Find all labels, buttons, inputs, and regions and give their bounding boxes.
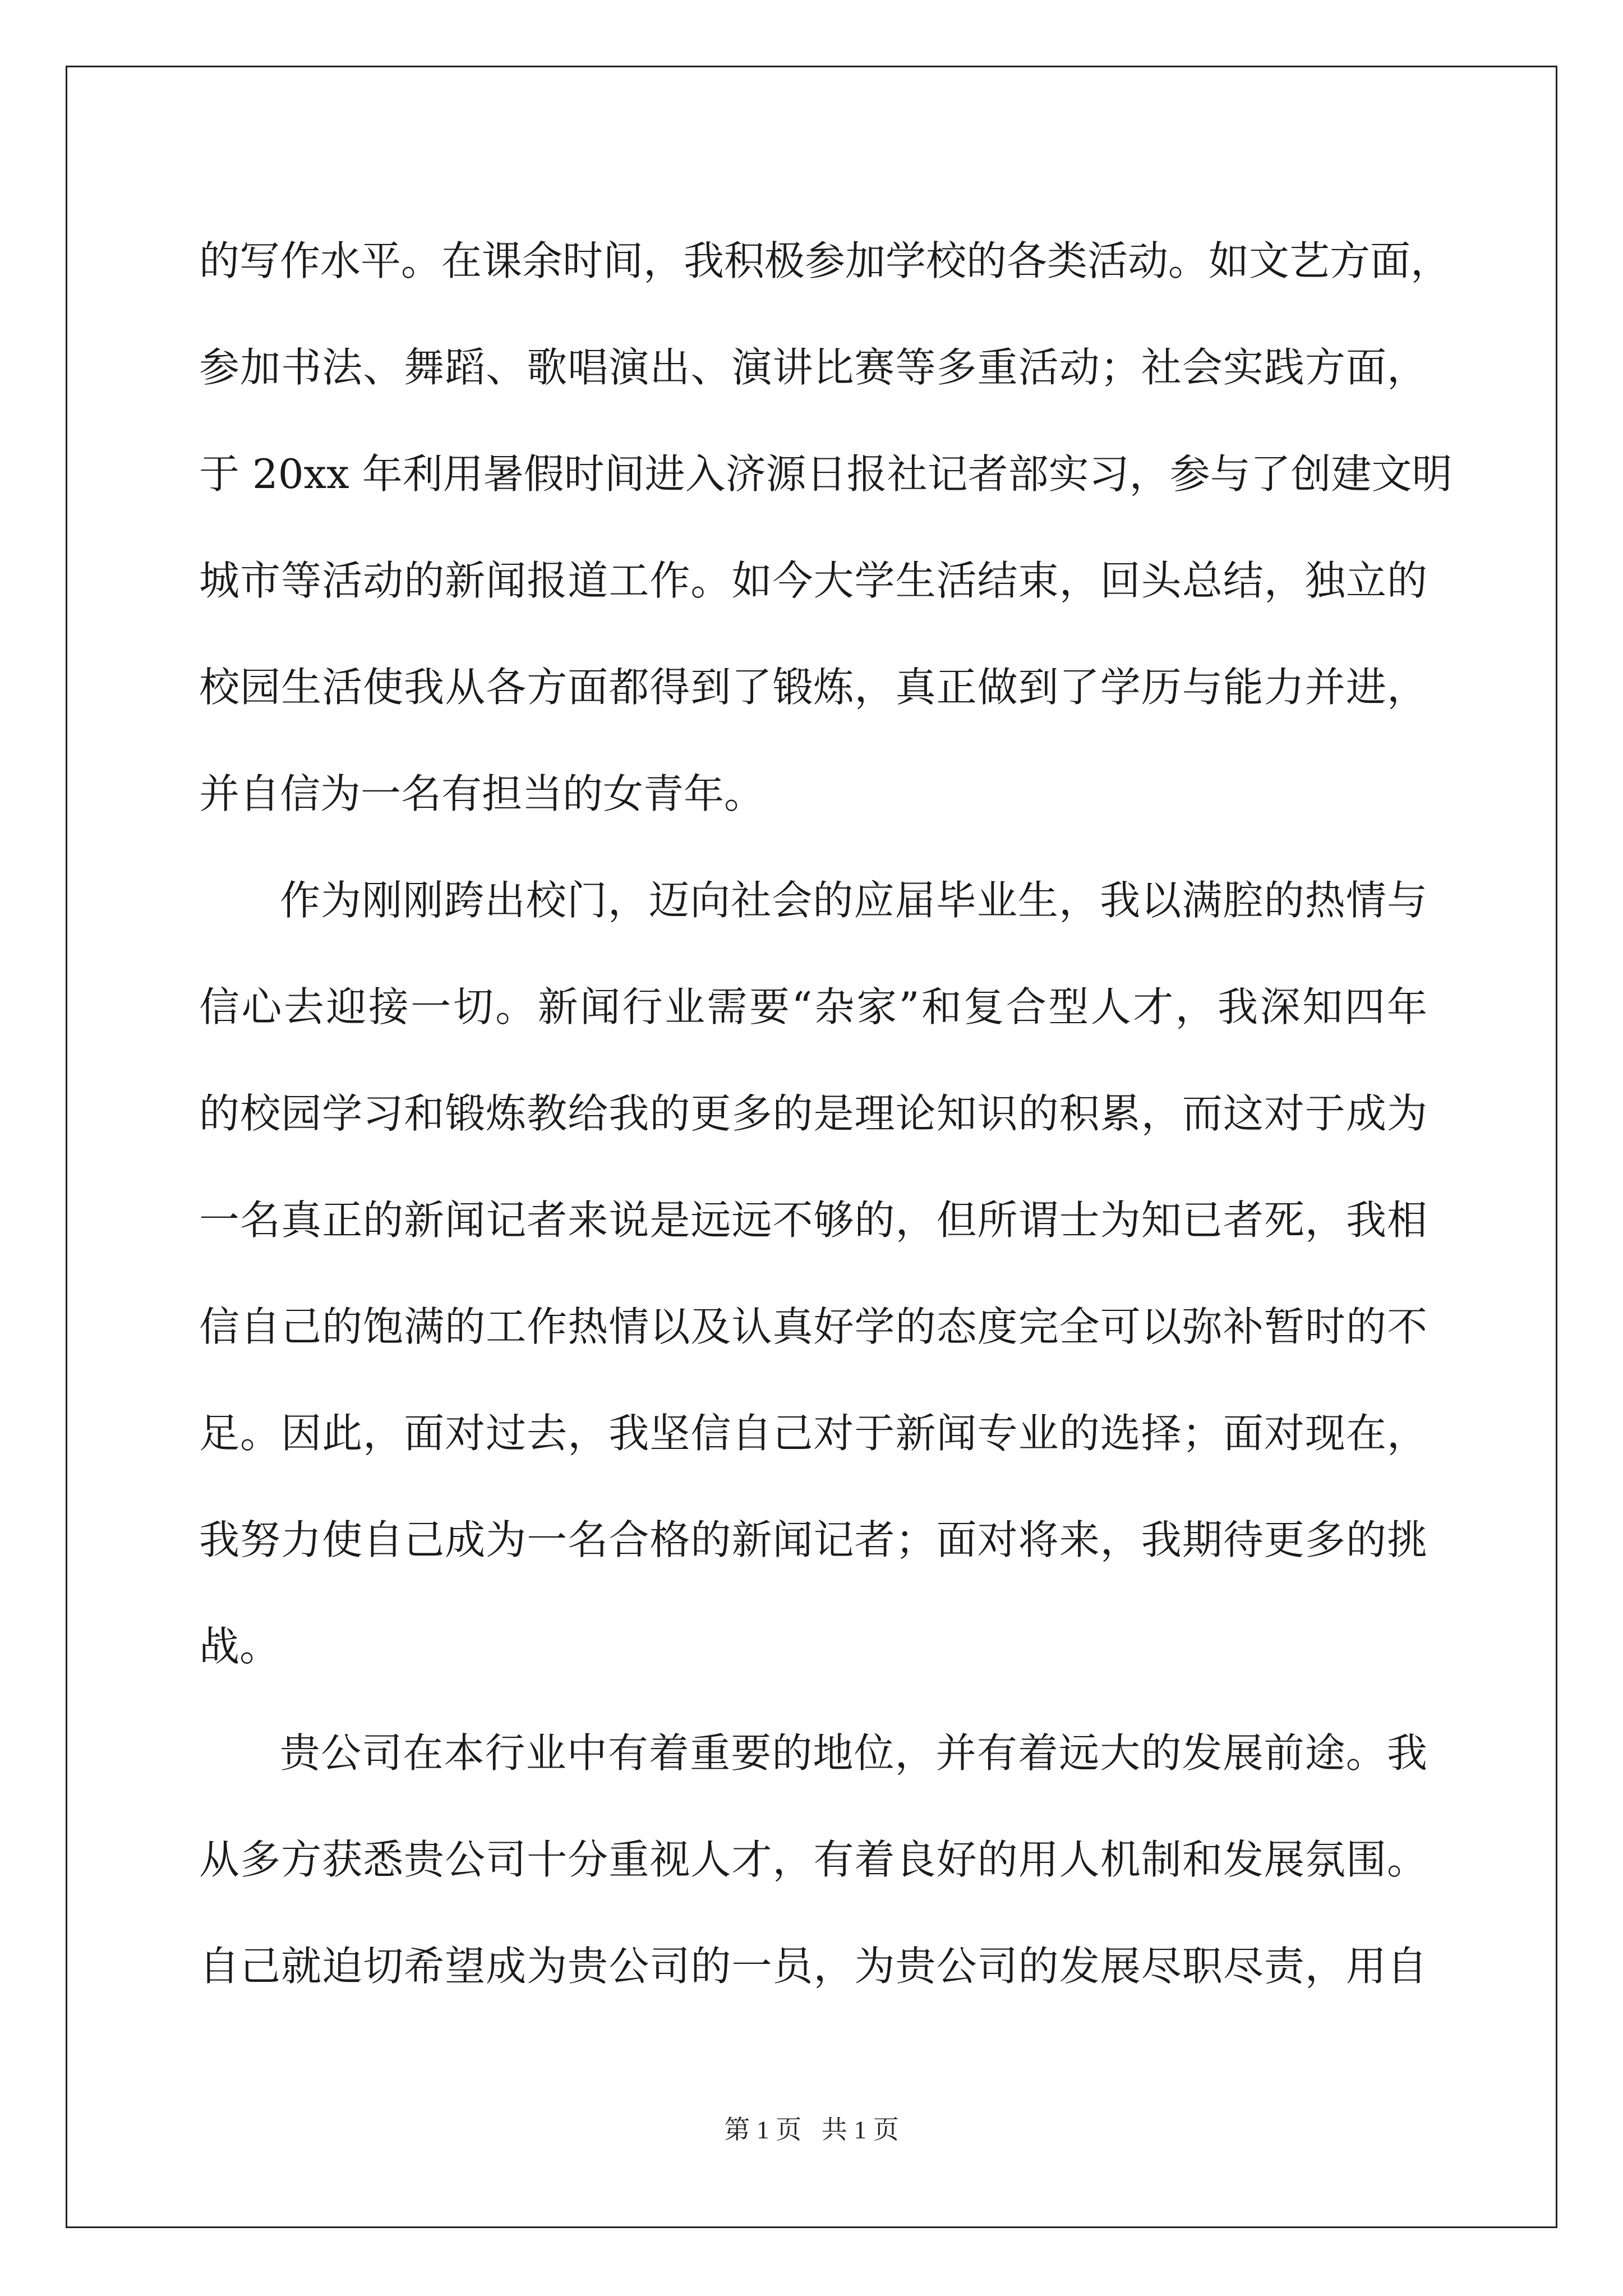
page-number-total: 共 1 页	[821, 2115, 899, 2144]
text-line: 的校园学习和锻炼教给我的更多的是理论知识的积累，而这对于成为	[199, 1090, 1427, 1137]
text-line: 从多方获悉贵公司十分重视人才，有着良好的用人机制和发展氛围。	[199, 1836, 1427, 1883]
paragraph-start-line: 作为刚刚跨出校门，迈向社会的应届毕业生，我以满腔的热情与	[280, 877, 1427, 924]
page-number-current: 第 1 页	[724, 2115, 802, 2144]
text-line: 我努力使自己成为一名合格的新闻记者；面对将来，我期待更多的挑	[199, 1516, 1427, 1563]
text-line: 城市等活动的新闻报道工作。如今大学生活结束，回头总结，独立的	[199, 557, 1427, 604]
text-line: 战。	[199, 1623, 280, 1670]
text-line: 信心去迎接一切。新闻行业需要“杂家”和复合型人才，我深知四年	[199, 983, 1427, 1030]
text-line: 足。因此，面对过去，我坚信自己对于新闻专业的选择；面对现在，	[199, 1410, 1427, 1457]
text-line: 的写作水平。在课余时间，我积极参加学校的各类活动。如文艺方面，	[199, 237, 1451, 284]
text-line: 并自信为一名有担当的女青年。	[199, 770, 765, 817]
text-line: 校园生活使我从各方面都得到了锻炼，真正做到了学历与能力并进，	[199, 664, 1427, 711]
paragraph-start-line: 贵公司在本行业中有着重要的地位，并有着远大的发展前途。我	[280, 1729, 1427, 1777]
page-footer	[0, 2109, 1623, 2146]
text-line: 自己就迫切希望成为贵公司的一员，为贵公司的发展尽职尽责，用自	[199, 1943, 1427, 1990]
text-line: 一名真正的新闻记者来说是远远不够的，但所谓士为知已者死，我相	[199, 1197, 1427, 1244]
text-line: 信自己的饱满的工作热情以及认真好学的态度完全可以弥补暂时的不	[199, 1303, 1427, 1350]
text-line: 参加书法、舞蹈、歌唱演出、演讲比赛等多重活动；社会实践方面，	[199, 344, 1427, 391]
text-line: 于 20xx 年利用暑假时间进入济源日报社记者部实习，参与了创建文明	[199, 450, 1453, 498]
document-body	[199, 208, 1453, 2019]
